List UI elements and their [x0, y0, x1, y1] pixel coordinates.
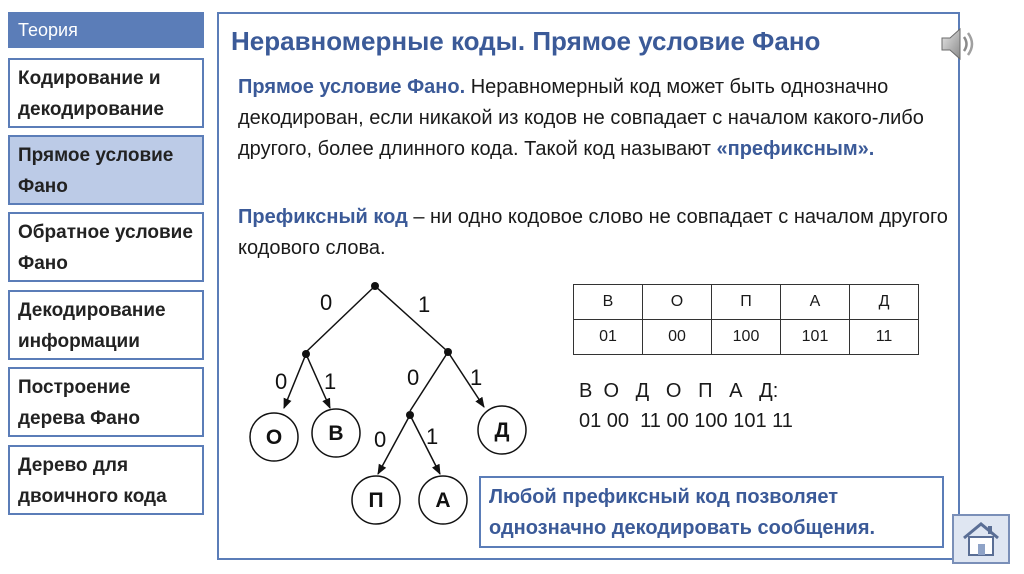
- edge-label: 0: [275, 369, 288, 394]
- message-letters: В О Д О П А Д:: [579, 380, 779, 402]
- sidebar-item-label: Построение дерева Фано: [18, 377, 140, 429]
- prefix-note: Любой префиксный код позволяет однозначно декодировать сообщения.: [479, 476, 944, 548]
- prefix-code-definition: [238, 202, 998, 264]
- tree-node: [371, 282, 379, 290]
- edge-label: 1: [324, 369, 337, 394]
- table-row: [574, 285, 919, 320]
- sidebar-item-label: Декодирование информации: [18, 300, 166, 352]
- table-cell: О: [643, 285, 712, 320]
- tree-edge: [306, 286, 375, 352]
- edge-label: 1: [418, 292, 431, 317]
- sidebar-item-decoding-info[interactable]: [8, 290, 204, 360]
- edge-label: 0: [320, 290, 333, 315]
- page-title: Неравномерные коды. Прямое условие Фано: [231, 26, 821, 56]
- table-cell: 101: [781, 320, 850, 355]
- table-cell: 100: [712, 320, 781, 355]
- sidebar-item-direct-fano[interactable]: [8, 135, 204, 205]
- sidebar-item-inverse-fano[interactable]: [8, 212, 204, 282]
- sidebar-item-binary-tree[interactable]: [8, 445, 204, 515]
- leaf-label: В: [328, 422, 344, 445]
- sidebar-item-coding-decoding[interactable]: [8, 58, 204, 128]
- sidebar-header: Теория: [8, 12, 204, 48]
- sidebar-item-label: Прямое условие Фано: [18, 145, 174, 197]
- table-cell: 01: [574, 320, 643, 355]
- speaker-icon[interactable]: [938, 24, 978, 64]
- tree-node: [444, 348, 452, 356]
- sidebar-item-label: Дерево для двоичного кода: [18, 455, 167, 507]
- table-cell: 00: [643, 320, 712, 355]
- term-prefix-code: Префиксный код: [238, 206, 408, 228]
- leaf-label: А: [435, 489, 451, 512]
- leaf-label: П: [368, 489, 384, 512]
- table-cell: П: [712, 285, 781, 320]
- edge-label: 0: [407, 365, 420, 390]
- table-cell: Д: [850, 285, 919, 320]
- table-row: [574, 320, 919, 355]
- table-cell: А: [781, 285, 850, 320]
- term-direct-fano: Прямое условие Фано.: [238, 76, 466, 98]
- code-table: [573, 284, 919, 355]
- home-button[interactable]: [952, 514, 1010, 564]
- definition-text: Неравномерный код может быть однозначно декодирован, если никакой из кодов не совпадает с началом какого-либо другого, более длинного кода. Такой код называют: [238, 76, 924, 160]
- leaf-label: О: [265, 426, 283, 449]
- leaf-label: Д: [494, 419, 510, 442]
- tree-node: [406, 411, 414, 419]
- tree-node: [302, 350, 310, 358]
- sidebar-item-label: Кодирование и декодирование: [18, 68, 164, 120]
- prefix-definition-text: – ни одно кодовое слово не совпадает с началом другого кодового слова.: [238, 206, 948, 259]
- fano-definition: [238, 72, 998, 165]
- table-cell: 11: [850, 320, 919, 355]
- edge-label: 1: [426, 424, 439, 449]
- table-cell: В: [574, 285, 643, 320]
- edge-label: 0: [374, 427, 387, 452]
- home-icon: [954, 516, 1008, 562]
- edge-label: 1: [470, 365, 483, 390]
- message-codes: 01 00 11 00 100 101 11: [579, 410, 793, 432]
- tree-edge: [284, 354, 306, 408]
- term-prefix: «префиксным».: [716, 138, 875, 160]
- sidebar-item-fano-tree[interactable]: [8, 367, 204, 437]
- tree-edge: [375, 286, 446, 350]
- sidebar-item-label: Обратное условие Фано: [18, 222, 193, 274]
